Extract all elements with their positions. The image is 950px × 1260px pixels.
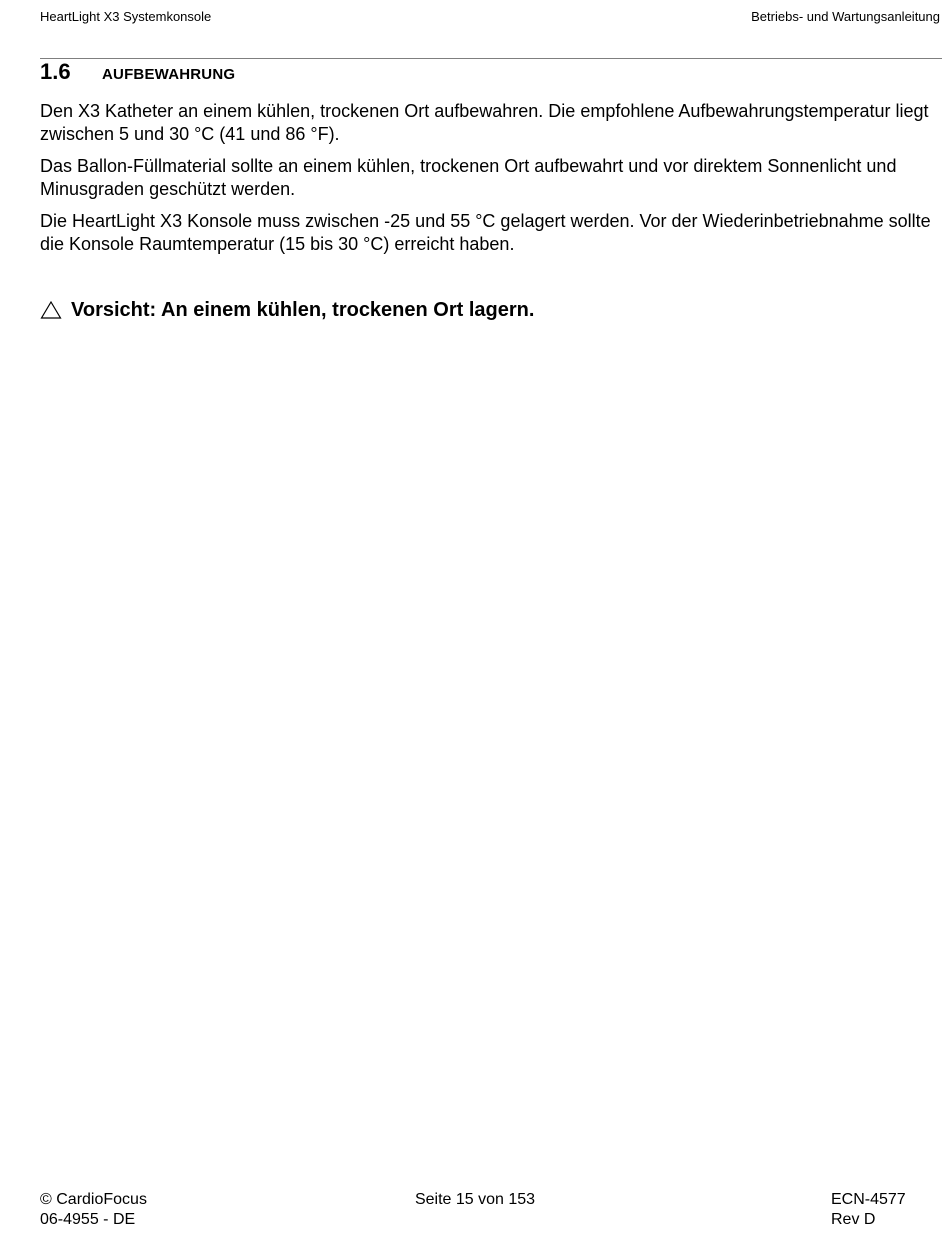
section-title: aufbewahrung — [102, 59, 236, 84]
section-number: 1.6 — [40, 59, 71, 84]
header-product-name: HeartLight X3 Systemkonsole — [40, 9, 212, 24]
paragraph-balloon-fill-storage: Das Ballon-Füllmaterial sollte an einem kühlen, trockenen Ort aufbewahrt und vor direktem Sonnenlicht und Minusgraden geschützt werden. — [40, 156, 897, 199]
header-manual-title: Betriebs- und Wartungsanleitung — [751, 9, 940, 24]
footer-revision: Rev D — [831, 1211, 876, 1228]
section-heading — [40, 60, 235, 84]
footer-right — [831, 1190, 906, 1230]
footer-page-number: Seite 15 von 153 — [414, 1191, 536, 1208]
paragraph-catheter-storage: Den X3 Katheter an einem kühlen, trockenen Ort aufbewahren. Die empfohlene Aufbewahrungstemperatur liegt zwischen 5 und 30 °C (41 und 86 °F). — [40, 101, 929, 144]
paragraph-console-storage: Die HeartLight X3 Konsole muss zwischen -25 und 55 °C gelagert werden. Vor der Wiederinbetriebnahme sollte die Konsole Raumtemperatur (15 bis 30 °C) erreicht haben. — [40, 211, 931, 254]
section-body — [40, 100, 945, 265]
footer-ecn: ECN-4577 — [831, 1191, 906, 1208]
footer-doc-number: 06-4955 - DE — [40, 1211, 136, 1228]
footer-copyright: © CardioFocus — [40, 1191, 147, 1208]
warning-triangle-icon — [40, 300, 62, 320]
caution-note — [40, 297, 534, 323]
caution-text: Vorsicht: An einem kühlen, trockenen Ort lagern. — [71, 299, 535, 321]
